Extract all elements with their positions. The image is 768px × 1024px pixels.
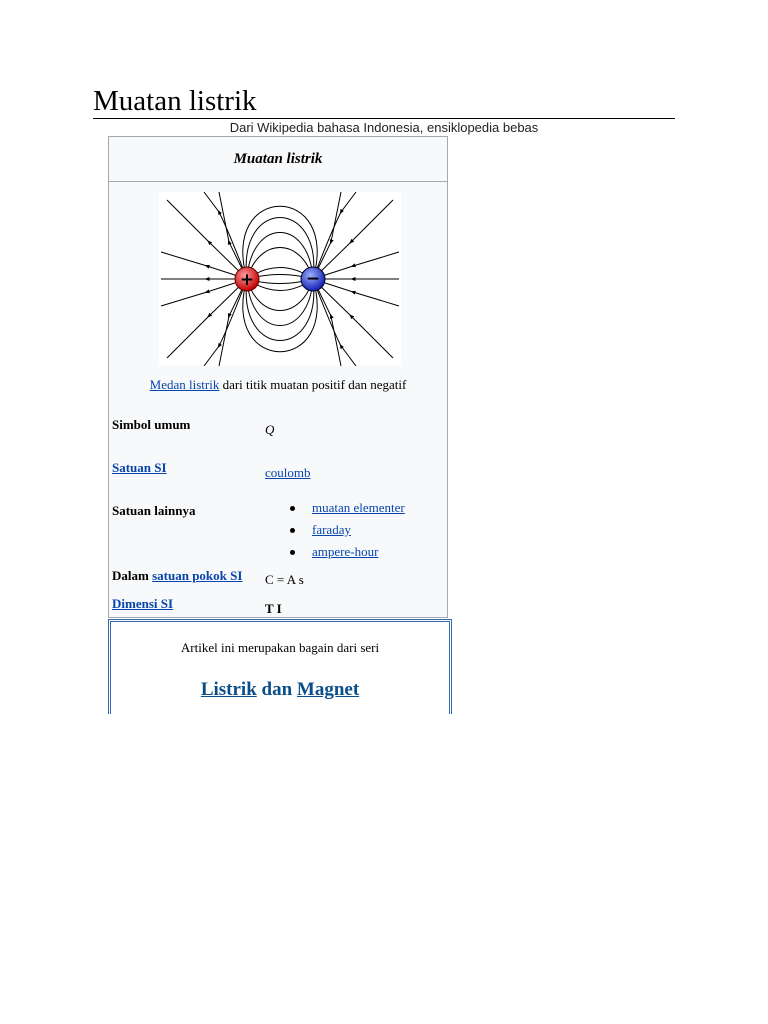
page-tagline: Dari Wikipedia bahasa Indonesia, ensiklopedia bebas: [229, 120, 539, 135]
row-other-units: [109, 489, 447, 569]
negative-charge-label: −: [305, 269, 321, 289]
base-units-label: [112, 568, 242, 584]
si-dimension-link[interactable]: Dimensi SI: [112, 596, 174, 611]
list-item: [287, 522, 405, 544]
series-intro: Artikel ini merupakan bagain dari seri: [180, 640, 380, 655]
list-item: [287, 500, 405, 522]
elementary-charge-link[interactable]: muatan elementer: [312, 500, 405, 515]
infobox: [108, 136, 448, 618]
image-caption: [109, 377, 447, 393]
electricity-link[interactable]: Listrik: [200, 679, 257, 700]
si-base-units-link[interactable]: satuan pokok SI: [152, 568, 243, 583]
si-unit-link[interactable]: Satuan SI: [112, 460, 167, 475]
positive-charge-label: +: [239, 270, 255, 290]
list-item: [287, 544, 405, 566]
electric-field-diagram: [159, 192, 401, 366]
series-joiner: dan: [256, 679, 297, 700]
infobox-header: Muatan listrik: [109, 137, 447, 182]
ampere-hour-link[interactable]: ampere-hour: [312, 544, 379, 559]
series-box: [108, 619, 452, 714]
other-units-list: [287, 500, 405, 566]
base-units-value: C = A s: [265, 572, 304, 587]
magnet-link[interactable]: Magnet: [296, 679, 360, 700]
base-units-prefix: Dalam: [112, 568, 153, 583]
series-title: [111, 678, 449, 702]
faraday-link[interactable]: faraday: [312, 522, 351, 537]
dimension-value: T I: [265, 601, 282, 616]
symbol-label: Simbol umum: [112, 417, 191, 432]
page-title: Muatan listrik: [93, 85, 257, 117]
coulomb-link[interactable]: coulomb: [265, 465, 311, 480]
title-divider: [93, 118, 675, 119]
symbol-value: Q: [265, 422, 275, 437]
electric-field-link[interactable]: Medan listrik: [149, 377, 220, 392]
other-units-label: Satuan lainnya: [112, 503, 196, 518]
caption-text: dari titik muatan positif dan negatif: [219, 377, 407, 392]
